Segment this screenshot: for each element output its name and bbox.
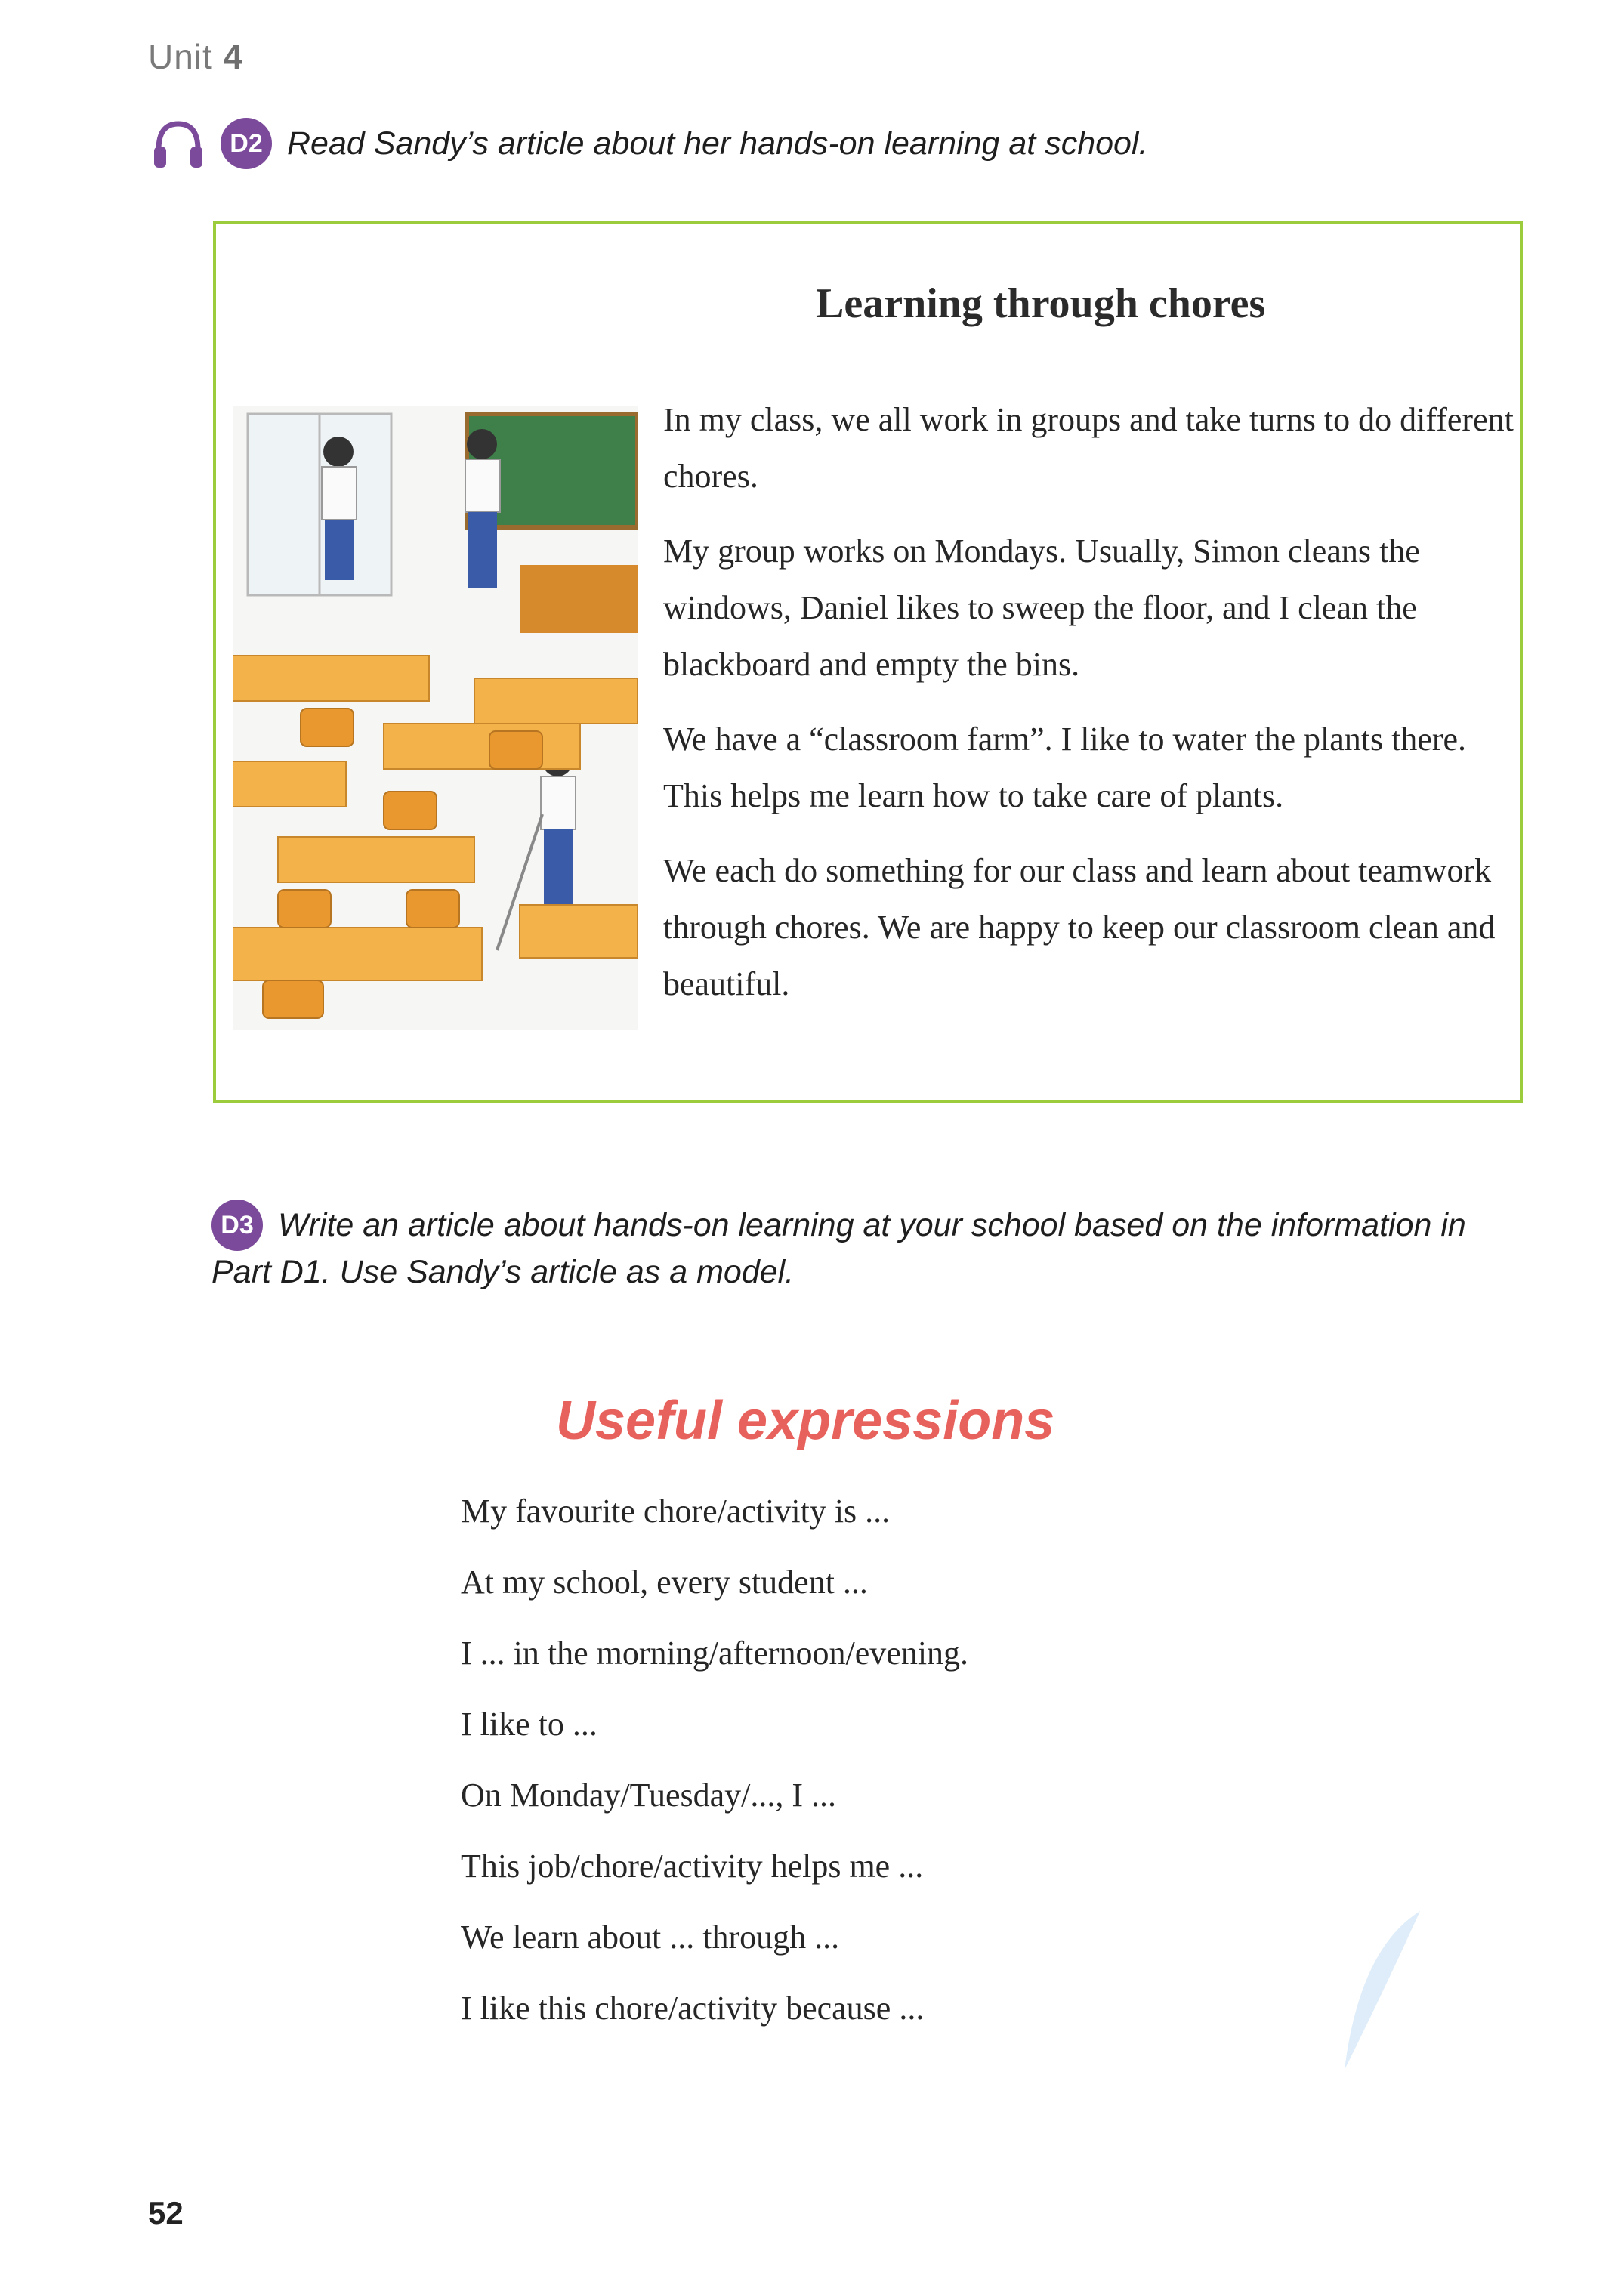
headphones-icon[interactable] (148, 113, 208, 174)
article-body (663, 391, 1517, 1030)
article-paragraph: My group works on Mondays. Usually, Simon cleans the windows, Daniel likes to sweep the floor, and I clean the blackboard and empty the bins. (663, 533, 1420, 683)
student-figure (322, 437, 357, 580)
feather-icon (1329, 1904, 1428, 2077)
page-number: 52 (148, 2195, 184, 2231)
expression-item: I like this chore/activity because ... (461, 1990, 925, 2027)
expression-item: I like to ... (461, 1706, 597, 1743)
unit-text: Unit (148, 37, 213, 76)
useful-expressions-title: Useful expressions (556, 1391, 1055, 1451)
d2-instruction: Read Sandy’s article about her hands-on learning at school. (287, 125, 1148, 162)
window-icon (248, 414, 391, 595)
article-paragraph: We have a “classroom farm”. I like to water the plants there. This helps me learn how to take care of plants. (663, 721, 1467, 814)
d3-instruction-line1: Write an article about hands-on learning at your school based on the information in (278, 1206, 1466, 1243)
d3-instruction-row (211, 1200, 1466, 1251)
article-paragraph: We each do something for our class and learn about teamwork through chores. We are happy to keep our classroom clean and beautiful. (663, 852, 1496, 1002)
d2-instruction-row (148, 113, 1147, 174)
expression-item: This job/chore/activity helps me ... (461, 1848, 924, 1885)
article-title: Learning through chores (816, 280, 1266, 327)
d3-instruction-line2: Part D1. Use Sandy’s article as a model. (211, 1254, 795, 1290)
expression-item: We learn about ... through ... (461, 1919, 840, 1956)
expression-item: I ... in the morning/afternoon/evening. (461, 1635, 969, 1672)
article-paragraph: In my class, we all work in groups and take turns to do different chores. (663, 401, 1514, 495)
d2-badge: D2 (221, 118, 272, 169)
expression-item: At my school, every student ... (461, 1564, 868, 1601)
useful-expressions-list (461, 1488, 968, 2056)
classroom-illustration (233, 406, 638, 1030)
expression-item: On Monday/Tuesday/..., I ... (461, 1777, 837, 1814)
d3-badge: D3 (211, 1200, 263, 1251)
unit-number: 4 (223, 37, 244, 76)
expression-item: My favourite chore/activity is ... (461, 1493, 891, 1530)
unit-label (148, 36, 243, 77)
